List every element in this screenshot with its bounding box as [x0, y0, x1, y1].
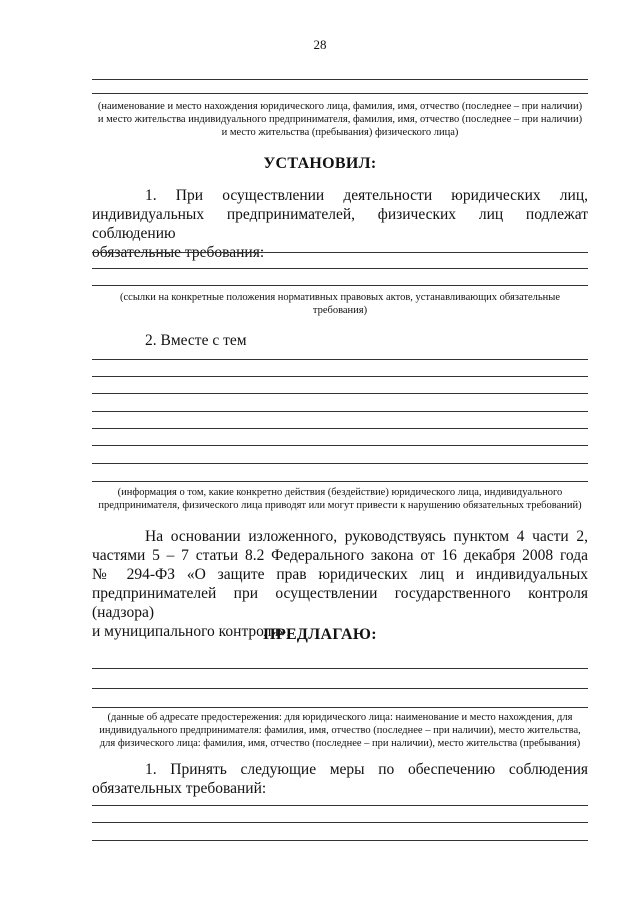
fill-line[interactable] [92, 93, 588, 94]
paragraph-nevertheless: 2. Вместе с тем [145, 332, 247, 349]
caption-line: (информация о том, какие конкретно действия (бездействие) юридического лица, индивидуального [117, 487, 563, 498]
paragraph-line: частями 5 – 7 статьи 8.2 Федерального закона от 16 декабря 2008 года [92, 547, 588, 564]
page-number: 28 [313, 37, 327, 52]
caption-line: предпринимателя, физического лица приводят или могут привести к нарушению обязательных требований) [98, 500, 582, 511]
section-heading-established: УСТАНОВИЛ: [263, 155, 377, 172]
caption-line: и место жительства (пребывания) физического лица) [221, 127, 459, 138]
caption-line: и место жительства индивидуального предпринимателя, фамилия, имя, отчество (последнее – при наличии) [97, 114, 583, 125]
caption-line: (ссылки на конкретные положения нормативных правовых актов, устанавливающих обязательные [120, 292, 560, 303]
fill-line[interactable] [92, 376, 588, 377]
fill-line[interactable] [92, 445, 588, 446]
caption-line: (наименование и место нахождения юридического лица, фамилия, имя, отчество (последнее – при наличии) [97, 101, 583, 112]
fill-line[interactable] [92, 805, 588, 806]
paragraph-line: индивидуальных предпринимателей, физических лиц подлежат соблюдению [92, 206, 588, 242]
paragraph-line: 1. Принять следующие меры по обеспечению соблюдения [145, 761, 588, 778]
paragraph-line: и муниципального контроля», [92, 623, 291, 640]
fill-line[interactable] [92, 668, 588, 669]
fill-line[interactable] [92, 688, 588, 689]
section-heading-propose: ПРЕДЛАГАЮ: [263, 626, 377, 643]
paragraph-legal-basis [92, 527, 588, 641]
paragraph-measures [92, 760, 588, 798]
paragraph-line: обязательных требований: [92, 780, 267, 797]
caption-line: индивидуального предпринимателя: фамилия, имя, отчество (последнее – при наличии), место жительства, [99, 725, 581, 736]
paragraph-line: 1. При осуществлении деятельности юридических лиц, [145, 187, 588, 204]
caption-line: для физического лица: фамилия, имя, отчество (последнее – при наличии), место жительства (пребывания) [99, 738, 581, 749]
fill-line[interactable] [92, 268, 588, 269]
recipient-caption [92, 711, 588, 750]
fill-line[interactable] [92, 359, 588, 360]
fill-line[interactable] [92, 463, 588, 464]
paragraph-line: № 294-ФЗ «О защите прав юридических лиц и индивидуальных [92, 566, 588, 583]
fill-line[interactable] [92, 481, 588, 482]
fill-line[interactable] [92, 393, 588, 394]
fill-line[interactable] [92, 840, 588, 841]
paragraph-line: обязательные требования: [92, 244, 265, 261]
paragraph-line: На основании изложенного, руководствуясь пунктом 4 части 2, [145, 528, 588, 545]
requirements-caption [92, 291, 588, 317]
fill-line[interactable] [92, 707, 588, 708]
fill-line[interactable] [92, 822, 588, 823]
addressee-caption [92, 100, 588, 139]
fill-line[interactable] [92, 285, 588, 286]
fill-line[interactable] [92, 411, 588, 412]
caption-line: требования) [312, 305, 368, 316]
violation-caption [92, 486, 588, 512]
fill-line[interactable] [92, 428, 588, 429]
fill-line[interactable] [92, 252, 588, 253]
caption-line: (данные об адресате предостережения: для юридического лица: наименование и место нахождения, для [107, 712, 573, 723]
fill-line[interactable] [92, 79, 588, 80]
paragraph-line: предпринимателей при осуществлении государственного контроля (надзора) [92, 585, 588, 621]
paragraph-requirements [92, 186, 588, 262]
